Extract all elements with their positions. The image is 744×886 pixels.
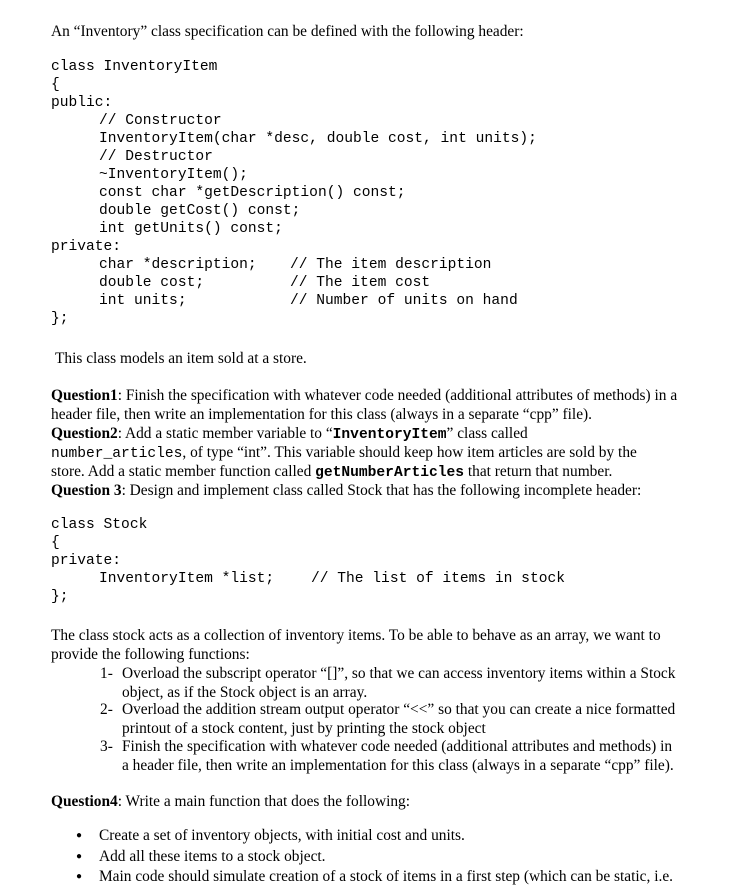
code-line: InventoryItem(char *desc, double cost, int units);: [99, 131, 537, 147]
code-line: class InventoryItem: [51, 59, 218, 75]
question4-label: Question4: [51, 793, 118, 810]
code-line: double cost;: [99, 275, 205, 291]
list-item: object, as if the Stock object is an array.: [122, 684, 368, 701]
question1-line2: header file, then write an implementation for this class (always in a separate “cpp” file).: [51, 406, 593, 423]
list-item: Add all these items to a stock object.: [99, 848, 326, 865]
question3-label: Question 3: [51, 482, 122, 499]
code-line: };: [51, 589, 69, 605]
code-line: ~InventoryItem();: [99, 167, 248, 183]
bullet-icon: ●: [76, 830, 83, 841]
question1-label: Question1: [51, 387, 118, 404]
code-comment: // Constructor: [99, 113, 222, 129]
code-comment: // The item description: [290, 257, 492, 273]
list-item: Overload the addition stream output operator “<<” so that you can create a nice formatted: [122, 701, 676, 718]
list-item: Main code should simulate creation of a stock of items in a first step (which can be static, i.e.: [99, 868, 673, 885]
code-line: {: [51, 77, 60, 93]
code-line: {: [51, 535, 60, 551]
question3-line: Question 3: Design and implement class called Stock that has the following incomplete header:: [51, 482, 642, 499]
stock-paragraph-line1: The class stock acts as a collection of inventory items. To be able to behave as an array, we want to: [51, 627, 661, 644]
list-item: printout of a stock content, just by printing the stock object: [122, 720, 486, 737]
code-line: };: [51, 311, 69, 327]
question1-line1: Question1: Finish the specification with whatever code needed (additional attributes of methods) in a: [51, 387, 678, 404]
code-line: const char *getDescription() const;: [99, 185, 406, 201]
code-line: private:: [51, 239, 122, 255]
question2-line3: store. Add a static member function called getNumberArticles that return that number.: [51, 463, 613, 481]
code-line: int units;: [99, 293, 187, 309]
question2-line2: number_articles, of type “int”. This variable should keep how item articles are sold by the: [51, 444, 637, 462]
list-number: 2-: [100, 701, 113, 718]
code-line: class Stock: [51, 517, 148, 533]
list-item: Create a set of inventory objects, with initial cost and units.: [99, 827, 465, 844]
code-comment: // Number of units on hand: [290, 293, 518, 309]
code-line: public:: [51, 95, 113, 111]
list-item: Finish the specification with whatever code needed (additional attributes and methods) in: [122, 738, 673, 755]
code-comment: // Destructor: [99, 149, 213, 165]
list-number: 3-: [100, 738, 113, 755]
list-item: Overload the subscript operator “[]”, so that we can access inventory items within a Stock: [122, 665, 676, 682]
code-line: InventoryItem *list;: [99, 571, 275, 587]
code-line: double getCost() const;: [99, 203, 301, 219]
question2-line1: Question2: Add a static member variable to “InventoryItem” class called: [51, 425, 528, 443]
list-number: 1-: [100, 665, 113, 682]
question4-line: Question4: Write a main function that does the following:: [51, 793, 411, 810]
bullet-icon: ●: [76, 871, 83, 882]
code-line: private:: [51, 553, 122, 569]
model-text: This class models an item sold at a store.: [55, 350, 307, 367]
code-comment: // The item cost: [290, 275, 431, 291]
intro-text: An “Inventory” class specification can be defined with the following header:: [51, 23, 524, 40]
code-line: char *description;: [99, 257, 257, 273]
stock-paragraph-line2: provide the following functions:: [51, 646, 250, 663]
code-line: int getUnits() const;: [99, 221, 283, 237]
list-item: a header file, then write an implementation for this class (always in a separate “cpp” file).: [122, 757, 674, 774]
code-comment: // The list of items in stock: [311, 571, 565, 587]
question2-label: Question2: [51, 425, 118, 442]
bullet-icon: ●: [76, 851, 83, 862]
